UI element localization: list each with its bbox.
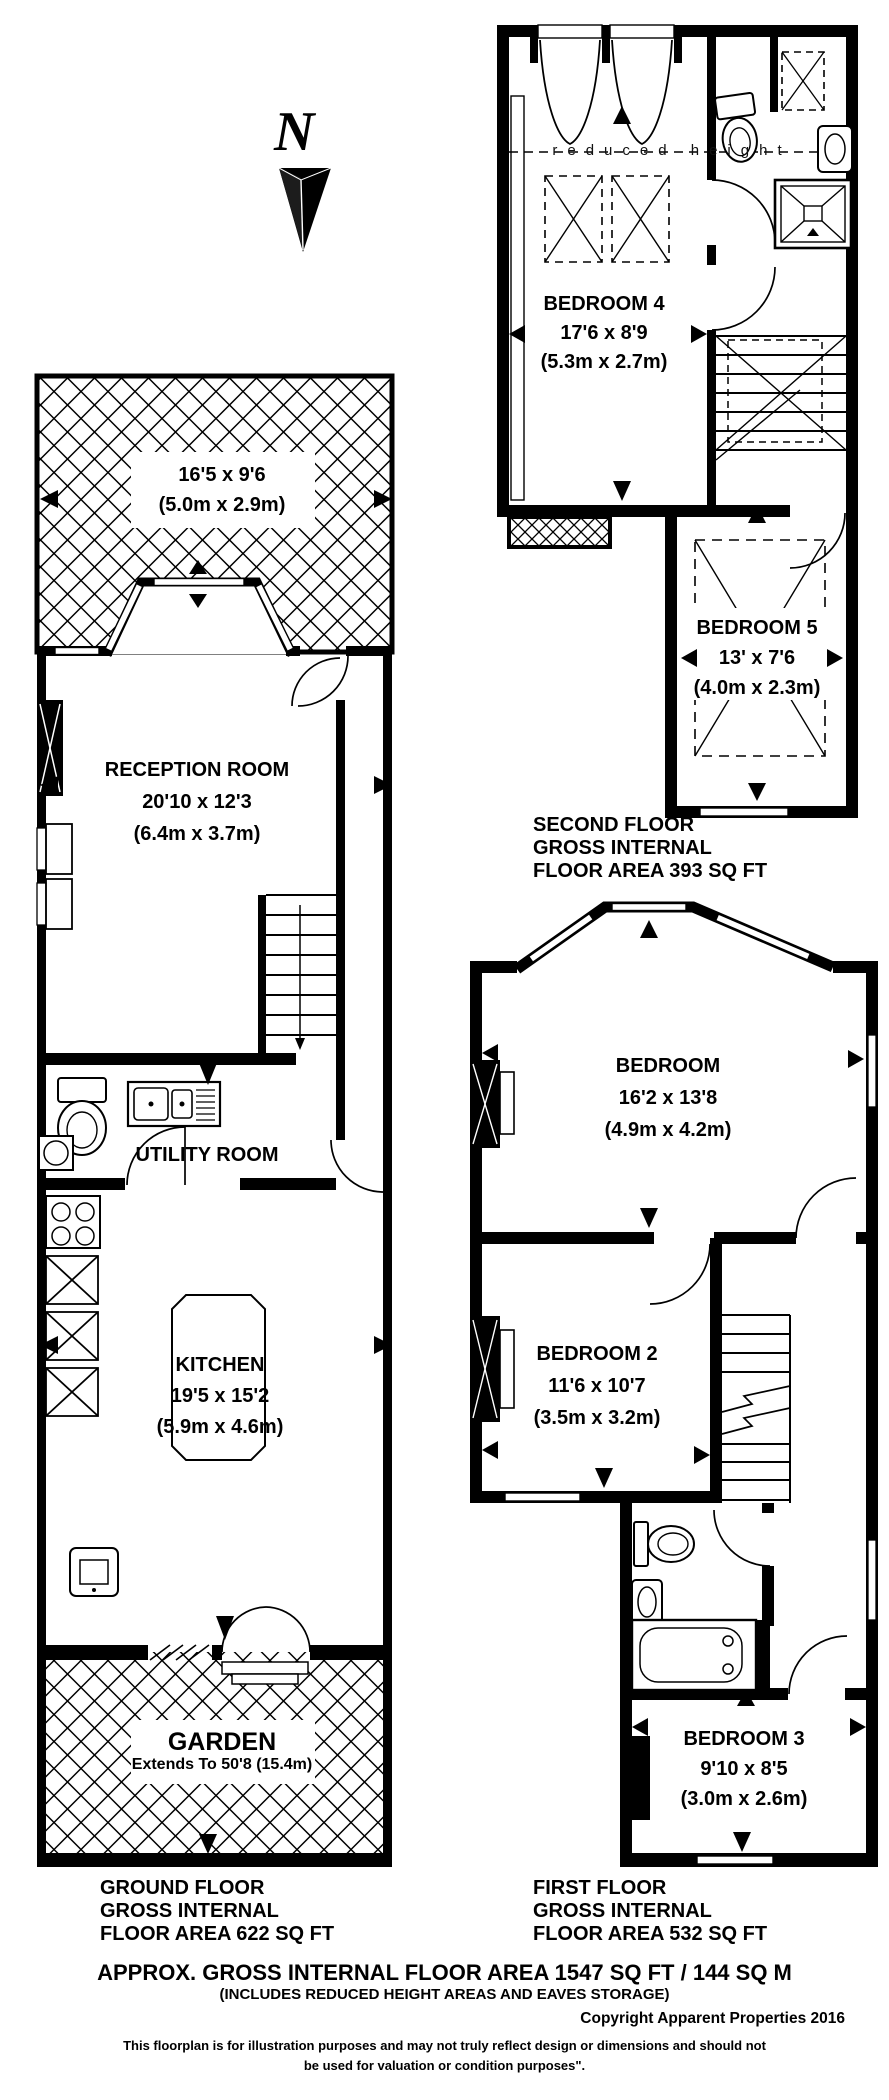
- kitchen-door-arc: [331, 1140, 383, 1192]
- garden-door-arc-right: [266, 1607, 310, 1652]
- front-door-arc: [298, 656, 348, 706]
- shower-fixture: [775, 180, 851, 248]
- first-floor-title: FIRST FLOOR GROSS INTERNAL FLOOR AREA 532 SQ FT: [533, 1877, 768, 1945]
- reduced-height-annotation: reduced height: [552, 142, 792, 159]
- bedroom3-label: BEDROOM 3 9'10 x 8'5 (3.0m x 2.6m): [680, 1728, 808, 1810]
- front-area-label: 16'5 x 9'6 (5.0m x 2.9m): [158, 464, 286, 516]
- sink-fixture-first: [632, 1580, 662, 1624]
- skylight-box-second: [782, 52, 824, 110]
- approx-area-line: APPROX. GROSS INTERNAL FLOOR AREA 1547 SQ FT / 144 SQ M: [97, 1960, 792, 1985]
- skylight-boxes: [46, 1256, 98, 1416]
- bay-window-first: [517, 904, 833, 970]
- ground-floor-plan: [37, 376, 392, 1867]
- bedroom-door-arc: [796, 1178, 856, 1238]
- eaves-storage-boxes: [545, 176, 669, 262]
- approx-note-line: (INCLUDES REDUCED HEIGHT AREAS AND EAVES STORAGE): [219, 1986, 670, 2003]
- bedroom2-label: BEDROOM 2 11'6 x 10'7 (3.5m x 3.2m): [533, 1343, 661, 1429]
- kitchen-sink-unit: [128, 1082, 220, 1126]
- disclaimer: This floorplan is for illustration purposes and may not truly reflect design or dimensions and should not be used for valuation or condition purposes".: [123, 2038, 766, 2073]
- stairs-second: [716, 336, 846, 460]
- eaves-storage-bump: [509, 517, 610, 547]
- bathroom-door-arc: [714, 1510, 770, 1566]
- bedroom3-door-arc: [789, 1636, 847, 1694]
- copyright-line: Copyright Apparent Properties 2016: [580, 2010, 845, 2027]
- second-floor-title: SECOND FLOOR GROSS INTERNAL FLOOR AREA 393 SQ FT: [533, 814, 768, 882]
- stairs-first: [722, 1315, 790, 1503]
- hall-door-arc: [292, 658, 340, 706]
- ground-floor-title: GROUND FLOOR GROSS INTERNAL FLOOR AREA 622 SQ FT: [100, 1877, 335, 1945]
- garden-label: GARDEN Extends To 50'8 (15.4m): [131, 1728, 313, 1773]
- north-arrow-icon: [279, 168, 331, 252]
- bedroom-label: BEDROOM 16'2 x 13'8 (4.9m x 4.2m): [604, 1055, 732, 1141]
- kitchen-label: KITCHEN 19'5 x 15'2 (5.9m x 4.6m): [156, 1354, 284, 1438]
- hob-fixture: [46, 1196, 100, 1248]
- appliance-fixture: [70, 1548, 118, 1596]
- utility-room-label: UTILITY ROOM: [135, 1144, 279, 1166]
- shower-room-door-arc: [712, 180, 775, 243]
- toilet-fixture-first: [634, 1522, 694, 1566]
- reception-room-label: RECEPTION ROOM 20'10 x 12'3 (6.4m x 3.7m): [104, 759, 290, 845]
- north-label: N: [274, 101, 315, 163]
- bedroom2-door-arc: [650, 1244, 710, 1304]
- bath-fixture: [632, 1620, 756, 1690]
- sink-fixture-ground: [39, 1136, 73, 1170]
- bedroom5-label: BEDROOM 5 13' x 7'6 (4.0m x 2.3m): [693, 617, 821, 699]
- stairs-ground: [258, 895, 336, 1053]
- garden-step: [222, 1662, 308, 1674]
- bedroom4-label: BEDROOM 4 17'6 x 8'9 (5.3m x 2.7m): [540, 293, 668, 373]
- dormer-windows: [530, 25, 682, 144]
